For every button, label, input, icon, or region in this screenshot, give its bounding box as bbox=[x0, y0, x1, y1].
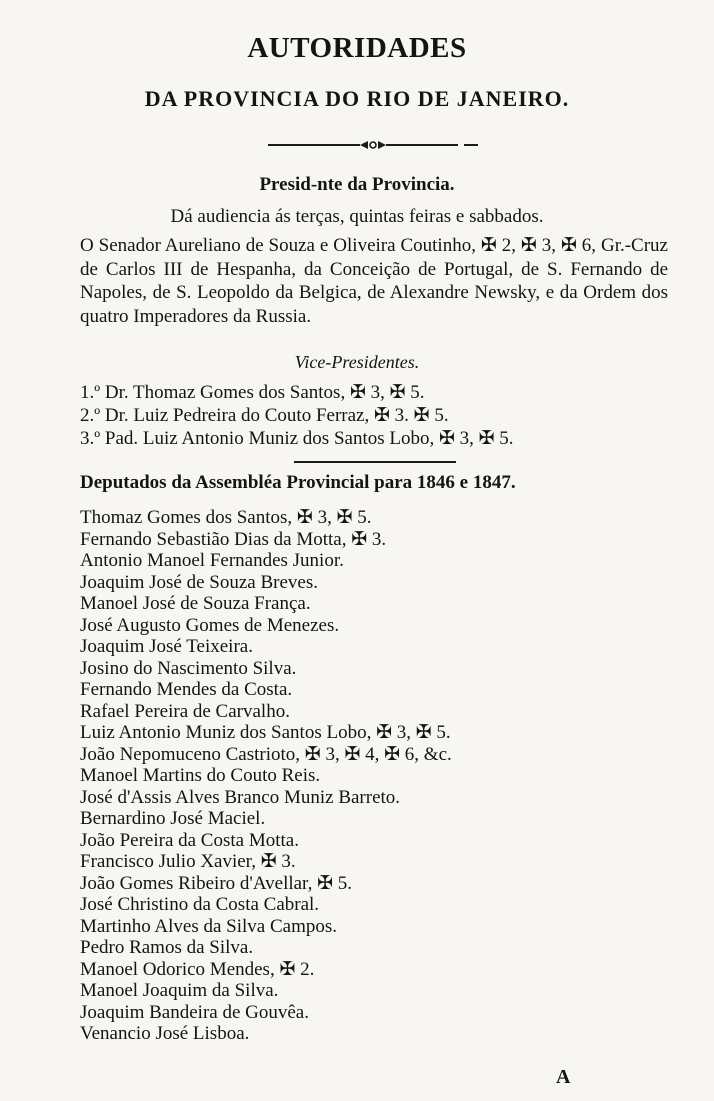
deputado-item: José Christino da Costa Cabral. bbox=[80, 894, 320, 915]
deputados-heading: Deputados da Assembléa Provincial para 1846 e 1847. bbox=[80, 472, 516, 493]
deputado-item: Venancio José Lisboa. bbox=[80, 1023, 250, 1044]
deputado-item: Rafael Pereira de Carvalho. bbox=[80, 700, 290, 722]
deputado-item: Francisco Julio Xavier, ✠ 3. bbox=[80, 851, 296, 872]
deputado-item: Thomaz Gomes dos Santos, ✠ 3, ✠ 5. bbox=[80, 507, 372, 528]
deputado-item: João Pereira da Costa Motta. bbox=[80, 829, 299, 851]
deputado-item: Luiz Antonio Muniz dos Santos Lobo, ✠ 3, ✠ 5. bbox=[80, 722, 451, 743]
vice-item: 2.º Dr. Luiz Pedreira do Couto Ferraz, ✠ 3. ✠ 5. bbox=[80, 405, 449, 426]
presidente-heading: Presid-nte da Provincia. bbox=[259, 174, 455, 195]
deputado-item: José d'Assis Alves Branco Muniz Barreto. bbox=[80, 786, 401, 808]
deputado-item: Manoel Joaquim da Silva. bbox=[80, 980, 279, 1001]
page-subtitle: DA PROVINCIA DO RIO DE JANEIRO. bbox=[144, 86, 570, 111]
deputado-item: Pedro Ramos da Silva. bbox=[80, 937, 254, 958]
deputado-item: Manoel José de Souza França. bbox=[80, 593, 311, 614]
deputado-item: Josino do Nascimento Silva. bbox=[80, 657, 297, 679]
vice-item: 1.º Dr. Thomaz Gomes dos Santos, ✠ 3, ✠ 5. bbox=[80, 382, 425, 403]
deputado-item: João Nepomuceno Castrioto, ✠ 3, ✠ 4, ✠ 6, &c. bbox=[80, 743, 452, 765]
deputado-item: Manoel Odorico Mendes, ✠ 2. bbox=[80, 958, 315, 980]
deputado-item: Bernardino José Maciel. bbox=[80, 808, 266, 829]
deputado-item: Joaquim José Teixeira. bbox=[80, 636, 253, 657]
deputado-item: João Gomes Ribeiro d'Avellar, ✠ 5. bbox=[80, 872, 353, 894]
deputado-item: Martinho Alves da Silva Campos. bbox=[80, 915, 338, 937]
presidente-text: O Senador Aureliano de Souza e Oliveira Coutinho, ✠ 2, ✠ 3, ✠ 6, Gr.-Cruz de Carlos III de Hespanha, da Conceição de Portugal, de S. Fernando de Napoles, de S. Leopoldo da Belgica, de Alexandre Newsky, e da Ordem dos quatro Imperadores da Russia. bbox=[80, 235, 668, 327]
audiencia-text: Dá audiencia ás terças, quintas feiras e sabbados. bbox=[170, 206, 544, 227]
deputado-item: Fernando Sebastião Dias da Motta, ✠ 3. bbox=[80, 528, 387, 550]
deputado-item: Manoel Martins do Couto Reis. bbox=[80, 765, 321, 786]
deputado-item: Joaquim Bandeira de Gouvêa. bbox=[80, 1001, 309, 1023]
deputado-item: Fernando Mendes da Costa. bbox=[80, 679, 293, 700]
page-title: AUTORIDADES bbox=[247, 32, 467, 64]
deputado-item: Joaquim José de Souza Breves. bbox=[80, 571, 318, 593]
deputado-item: José Augusto Gomes de Menezes. bbox=[80, 614, 340, 636]
page-signature: A bbox=[556, 1066, 571, 1088]
section-rule bbox=[294, 461, 456, 463]
vice-heading: Vice-Presidentes. bbox=[294, 352, 420, 372]
deputado-item: Antonio Manoel Fernandes Junior. bbox=[80, 550, 344, 571]
vice-item: 3.º Pad. Luiz Antonio Muniz dos Santos Lobo, ✠ 3, ✠ 5. bbox=[80, 428, 514, 449]
ornament-divider bbox=[268, 138, 478, 152]
